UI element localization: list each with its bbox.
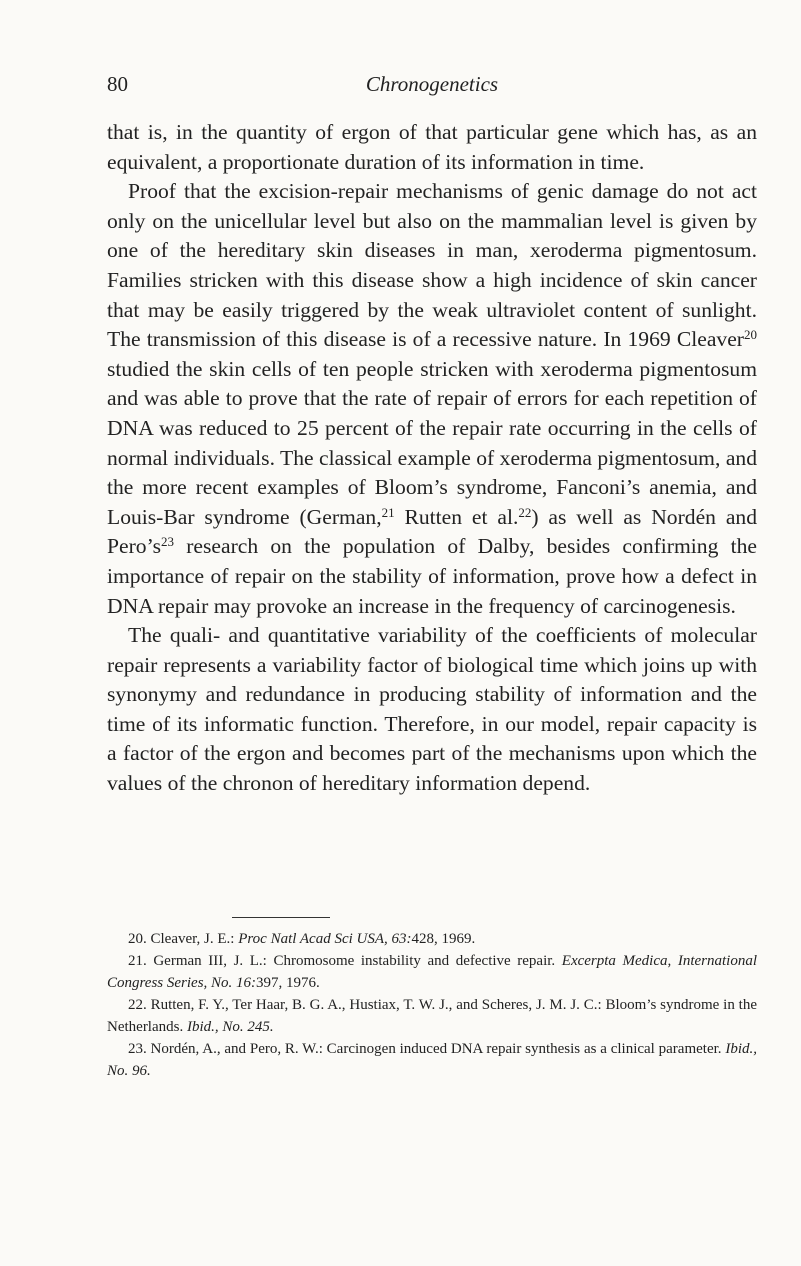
footnotes [107, 928, 757, 1082]
footnote-20-journal: Proc Natl Acad Sci USA, 63: [238, 931, 412, 947]
page-number: 80 [107, 72, 128, 96]
body-text [107, 118, 757, 799]
paragraph-2-text-c: Rutten et al. [394, 504, 519, 529]
footnote-21-pages: 397, 1976. [256, 975, 320, 991]
footnote-divider [232, 917, 330, 918]
citation-23: 23 [160, 534, 174, 550]
paragraph-2 [107, 177, 757, 621]
footnote-20-text: 20. Cleaver, J. E.: [128, 931, 239, 947]
footnote-22 [107, 994, 757, 1038]
footnote-20 [107, 928, 757, 950]
footnote-22-text: 22. Rutten, F. Y., Ter Haar, B. G. A., Hustiax, T. W. J., and Scheres, J. M. J. C.: Bloom’s syndrome in the Netherlands. [107, 997, 757, 1035]
footnote-23-text: 23. Nordén, A., and Pero, R. W.: Carcinogen induced DNA repair synthesis as a clinical parameter. [128, 1041, 726, 1057]
paragraph-2-text-d: ) as well as Nordén and Pero’s [107, 504, 758, 559]
paragraph-2-text-a: Proof that the excision-repair mechanisms of genic damage do not act only on the unicellular level but also on the mammalian level is given by one of the hereditary skin diseases in man, xeroderma pigmentosum. Families stricken with this disease show a high incidence of skin cancer that may be easily triggered by the weak ultraviolet content of sunlight. The transmission of this disease is of a recessive nature. In 1969 Cleaver [107, 179, 757, 352]
paragraph-2-text-b: studied the skin cells of ten people stricken with xeroderma pigmentosum and was able to prove that the rate of repair of errors for each repetition of DNA was reduced to 25 percent of the repair rate occurring in the cells of normal individuals. The classical example of xeroderma pigmentosum, and the more recent examples of Bloom’s syndrome, Fanconi’s anemia, and Louis-Bar syndrome (German, [107, 356, 757, 529]
page-header [107, 72, 757, 106]
paragraph-3: The quali- and quantitative variability of the coefficients of molecular repair represents a variability factor of biological time which joins up with synonymy and redundance in producing stability of information and the time of its informatic function. Therefore, in our model, repair capacity is a factor of the ergon and becomes part of the mechanisms upon which the values of the chronon of hereditary information depend. [107, 623, 757, 796]
running-title: Chronogenetics [365, 72, 499, 96]
footnote-23-journal: Ibid., No. 96. [107, 1041, 757, 1079]
footnote-22-journal: Ibid., No. 245. [186, 1019, 274, 1035]
footnote-21-journal: Excerpta Medica, International Congress Series, No. 16: [107, 953, 758, 991]
citation-20: 20 [744, 327, 757, 343]
footnote-21-text: 21. German III, J. L.: Chromosome instability and defective repair. [128, 953, 562, 969]
footnote-20-pages: 428, 1969. [411, 931, 476, 947]
citation-21: 21 [381, 504, 395, 520]
citation-22: 22 [518, 504, 532, 520]
footnote-21 [107, 950, 757, 994]
footnote-23 [107, 1038, 757, 1082]
paragraph-2-text-e: research on the population of Dalby, besides confirming the importance of repair on the stability of information, prove how a defect in DNA repair may provoke an increase in the frequency of carcinogenesis. [107, 534, 757, 618]
paragraph-1: that is, in the quantity of ergon of that particular gene which has, as an equivalent, a proportionate duration of its information in time. [107, 120, 757, 174]
